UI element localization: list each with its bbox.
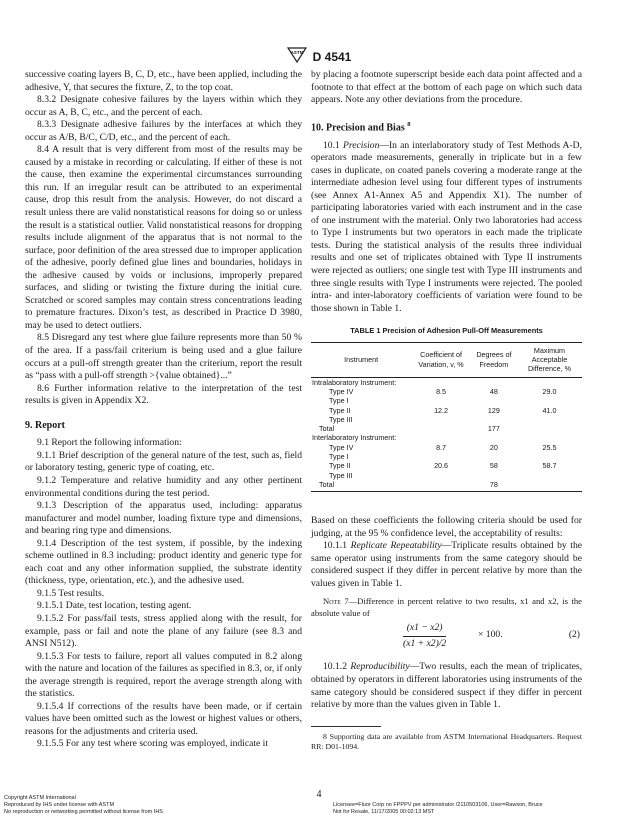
table-row [311, 406, 582, 415]
table-cell-instrument: Total [319, 424, 335, 434]
table-cell-mad [517, 452, 582, 461]
table-cell-mad [517, 480, 582, 492]
equation-number: (2) [568, 629, 580, 641]
paragraph-9-1-5-1: 9.1.5.1 Date, test location, testing agent. [37, 600, 192, 612]
table-cell-mad [517, 396, 582, 405]
table-cell-instrument: Interlaboratory Instrument: [312, 433, 397, 443]
table-cell-instrument: Type I [329, 451, 349, 461]
table-row [311, 461, 582, 470]
page-header [0, 46, 638, 68]
table-row [311, 480, 582, 492]
paragraph-8-5: 8.5 Disregard any test where glue failure represents more than 50 % of the area. If a pass/fail criterium is being used and a glue failure occurs at a pull-off strength greater than the criterium, report the result as “pass with a pull-off strength >{value obtained}...” [25, 332, 302, 382]
paragraph-9-1-5-4: 9.1.5.4 If corrections of the results have been made, or if certain values have been omitted such as the lowest or highest values or others, reasons for the adjustments and criteria used. [25, 700, 302, 737]
table-cell-instrument: Type I [329, 396, 349, 406]
footnote-marker: 8 [407, 120, 411, 128]
table-row [311, 443, 582, 452]
criteria-paragraph: Based on these coefficients the following criteria should be used for judging, at the 95 % confidence level, the acceptability of results: [311, 515, 582, 539]
table-cell-cv [411, 433, 471, 442]
left-continued-paragraph: successive coating layers B, C, D, etc., have been applied, including the adhesive, Y, that secures the fixture, Z, to the top coat. [25, 69, 302, 93]
table-1-title: TABLE 1 Precision of Adhesion Pull-Off Measurements [350, 326, 543, 336]
equation-denominator: (x1 + x2)/2 [403, 638, 447, 649]
table-cell-cv [411, 452, 471, 461]
standard-designation: D 4541 [312, 50, 352, 64]
paragraph-10-1-2-number: 10.1.2 [323, 661, 347, 673]
note-7 [311, 596, 582, 619]
table-row [311, 387, 582, 396]
footer-license [333, 795, 543, 816]
table-header-instrument: Instrument [311, 342, 411, 377]
table-cell-mad [517, 424, 582, 433]
table-cell-mad: 29.0 [542, 386, 557, 396]
table-cell-instrument: Type III [329, 470, 353, 480]
table-cell-cv: 20.6 [434, 461, 449, 471]
section-9-heading: 9. Report [25, 419, 65, 431]
paragraph-8-6: 8.6 Further information relative to the interpretation of the test results is given in Appendix X2. [25, 382, 302, 407]
svg-text:ASTM: ASTM [290, 50, 304, 56]
table-cell-df [471, 415, 517, 424]
paragraph-8-3-3: 8.3.3 Designate adhesive failures by the interfaces at which they occur as A/B, B/C, C/D, etc., and the percent of each. [25, 119, 302, 143]
table-header-df: Degrees of Freedom [471, 342, 517, 377]
table-cell-instrument: Type IV [329, 442, 354, 452]
footer-left-line: Reproduced by IHS under license with ASTM [4, 802, 115, 808]
table-cell-cv [411, 480, 471, 492]
table-cell-cv [411, 471, 471, 480]
right-column [311, 69, 582, 752]
table-cell-df: 20 [489, 442, 498, 452]
left-column [25, 69, 302, 751]
paragraph-10-1-2 [311, 661, 582, 711]
equation-numerator: (x1 − x2) [403, 622, 446, 637]
paragraph-10-1-body: —In an interlaboratory study of Test Methods A-D, operators made measurements, generally in triplicate but in a few cases in duplicate, on coated panels covering a moderate range at the intermediate adhesion level using four different types of instruments (see Annex A1-Annex A5 and Appendix X1). The number of participating laboratories varied with each instrument and in the case of one instrument with the material. Only two laboratories had access to Type I instruments but two operators in each made the triplicate tests. During the statistical analysis of the results three individual results and one set of triplicates obtained with Type II instruments were rejected as outliers; one single test with Type III instruments and three single results with Type I instruments were rejected. The pooled intra- and inter-laboratory coefficients of variation were found to be those shown in Table 1. [311, 139, 582, 314]
paragraph-9-1-5-5: 9.1.5.5 For any test where scoring was employed, indicate it [37, 738, 268, 750]
paragraph-10-1-1-caption: Replicate Repeatability [350, 540, 442, 552]
table-cell-df: 129 [487, 405, 500, 415]
paragraph-10-1-1-number: 10.1.1 [323, 540, 347, 552]
table-header-mad: Maximum Acceptable Difference, % [517, 342, 582, 377]
paragraph-10-1 [311, 140, 582, 316]
table-cell-mad [517, 471, 582, 480]
footer-left-line: Copyright ASTM International [4, 795, 76, 801]
table-cell-instrument: Type II [329, 461, 351, 471]
table-cell-instrument: Type IV [329, 386, 354, 396]
table-cell-df [471, 433, 517, 442]
footer-left-line: No reproduction or networking permitted without license from IHS [4, 809, 163, 815]
table-header-cv: Coefficient of Variation, v, % [411, 342, 471, 377]
paragraph-9-1-5-2: 9.1.5.2 For pass/fail tests, stress applied along with the result, for example, pass or fail and note the plane of any failure (see 8.3 and ANSI N512). [25, 612, 302, 650]
paragraph-10-1-1-body: —Triplicate results obtained by the same operator using instruments from the same category should be considered suspect if they differ in percent relative by more than the values given in Table 1. [311, 540, 582, 589]
paragraph-9-1-5-3: 9.1.5.3 For tests to failure, report all values computed in 8.2 along with the nature and location of the failures as specified in 8.3, or, if only the average strength is required, report the average strength along with the statistics. [25, 650, 302, 700]
paragraph-9-1-5: 9.1.5 Test results. [37, 587, 105, 599]
table-cell-instrument: Total [311, 480, 411, 492]
astm-logo-icon [287, 46, 307, 68]
table-row [311, 396, 582, 405]
paragraph-10-1-2-caption: Reproducibility [350, 661, 410, 673]
page-number: 4 [316, 789, 322, 800]
paragraph-10-1-2-body: —Two results, each the mean of triplicates, obtained by operators in different laboratories using instruments of the same category should be considered suspect if they differ in percent relative by more than the values given in Table 1. [311, 661, 582, 711]
table-row [311, 424, 582, 433]
table-cell-mad [517, 433, 582, 442]
footer-right-line: Not for Resale, 11/17/2005 00:02:13 MST [333, 809, 435, 815]
table-row [311, 415, 582, 424]
footer-right-line: Licensee=Fluor Corp no FPPPV per administrator /2110503106, User=Rawson, Bruce [333, 802, 543, 808]
table-cell-mad [517, 415, 582, 424]
table-row [311, 471, 582, 480]
paragraph-8-3-2: 8.3.2 Designate cohesive failures by the layers within which they occur as A, B, C, etc., and the percent of each. [25, 94, 302, 118]
table-row [311, 452, 582, 461]
footnote-rule [311, 726, 381, 727]
table-cell-df [471, 471, 517, 480]
table-cell-df: 58 [489, 461, 498, 471]
table-cell-mad [517, 377, 582, 387]
table-cell-df [471, 396, 517, 405]
paragraph-9-1-3: 9.1.3 Description of the apparatus used, including: apparatus manufacturer and model number, loading fixture type and dimensions, and bearing ring type and dimensions. [25, 500, 302, 537]
equation-fraction [403, 622, 446, 650]
paragraph-9-1-2: 9.1.2 Temperature and relative humidity and any other pertinent environmental conditions during the test period. [25, 474, 302, 499]
table-cell-cv [411, 415, 471, 424]
equation-multiplier: × 100. [478, 629, 503, 641]
table-cell-df: 177 [487, 424, 500, 434]
table-cell-instrument: Type II [329, 405, 351, 415]
table-cell-cv: 8.5 [436, 386, 447, 396]
footer-copyright [4, 795, 163, 816]
right-continued-paragraph: by placing a footnote superscript beside each data point affected and a footnote to that effect at the bottom of each page on which such data appears. Note any other deviations from the procedure. [311, 69, 582, 106]
table-cell-instrument: Type III [329, 414, 353, 424]
table-row [311, 433, 582, 442]
paragraph-10-1-caption: Precision [342, 139, 380, 151]
paragraph-10-1-1 [311, 540, 582, 590]
note-7-text: 7—Difference in percent relative to two results, x1 and x2, is the absolute value of [311, 596, 582, 618]
precision-table [311, 342, 582, 492]
section-10-title: 10. Precision and Bias [311, 121, 405, 133]
table-cell-mad: 41.0 [542, 405, 557, 415]
table-cell-mad: 25.5 [542, 442, 557, 452]
table-cell-df [471, 452, 517, 461]
table-cell-instrument: Intralaboratory Instrument: [312, 377, 397, 387]
table-cell-df: 78 [471, 480, 517, 492]
table-cell-mad: 58.7 [542, 461, 557, 471]
table-cell-cv [411, 396, 471, 405]
paragraph-9-1: 9.1 Report the following information: [37, 437, 182, 449]
footnote-8: 8 Supporting data are available from ASTM International Headquarters. Request RR: D01-1094. [311, 731, 582, 751]
section-10-heading [311, 119, 582, 135]
table-cell-df [471, 377, 517, 387]
paragraph-10-1-number: 10.1 [323, 139, 340, 151]
table-cell-cv [411, 424, 471, 433]
equation-2 [311, 621, 582, 651]
table-cell-cv: 12.2 [434, 405, 449, 415]
table-cell-df: 48 [489, 386, 498, 396]
table-row [311, 377, 582, 387]
precision-table-body [311, 377, 582, 492]
table-cell-cv [411, 377, 471, 387]
paragraph-9-1-1: 9.1.1 Brief description of the general nature of the test, such as, field or laboratory testing, generic type of coating, etc. [25, 449, 302, 474]
paragraph-9-1-4: 9.1.4 Description of the test system, if possible, by the indexing scheme outlined in 8.3 including: product identity and generic type for each coat and any other information supplied, the substrate identity (thickness, type, orientation, etc.), and the adhesive used. [25, 537, 302, 587]
table-cell-cv: 8.7 [436, 442, 447, 452]
note-7-label: Note [323, 596, 341, 607]
paragraph-8-4: 8.4 A result that is very different from most of the results may be caused by a mistake in recording or calculating. If either of these is not the cause, then examine the experimental circumstances surrounding this run. If an irregular result can be attributed to an experimental cause, drop this result from the analysis. However, do not discard a result unless there are valid nonstatistical reasons for doing so or unless the result is a statistical outlier. Valid nonstatistical reasons for dropping results include alignment of the apparatus that is not normal to the surface, poor definition of the area stressed due to improper application of the adhesive, poorly defined glue lines and boundaries, holidays in the adhesive caused by voids or inclusions, improperly prepared surfaces, and sliding or twisting the fixture during the initial cure. Scratched or scored samples may contain stress concentrations leading to premature fractures. Dixon’s test, as described in Practice D 3980, may be used to detect outliers. [25, 144, 302, 331]
